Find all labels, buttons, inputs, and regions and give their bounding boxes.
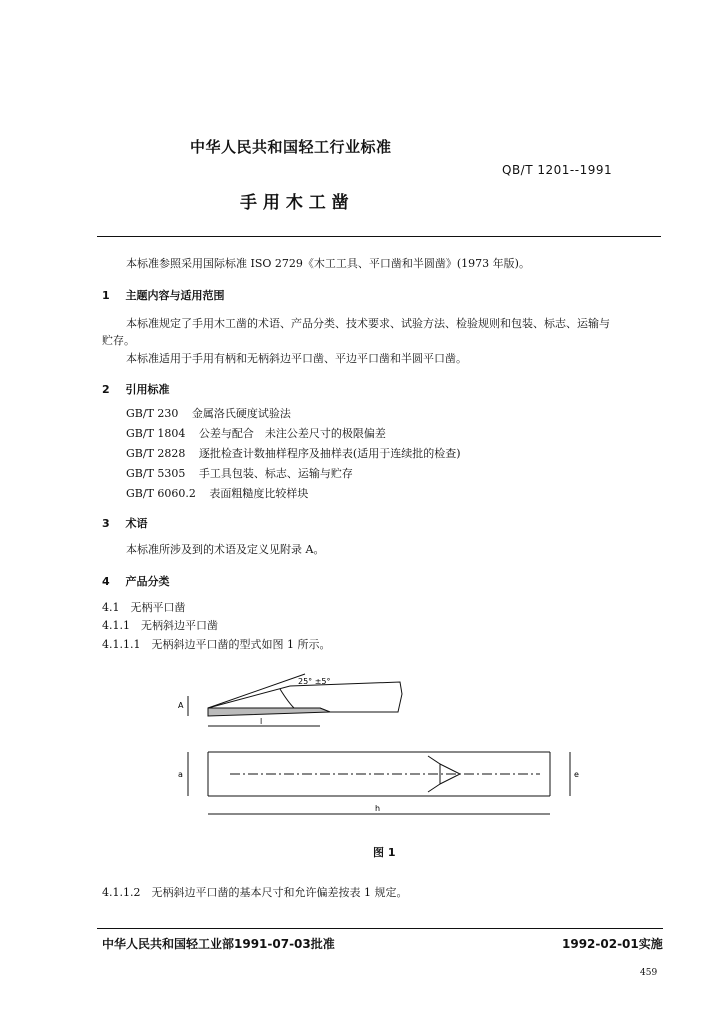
figure-1-drawing bbox=[170, 664, 590, 836]
reference-item bbox=[126, 484, 461, 504]
reference-name: 公差与配合 未注公差尺寸的极限偏差 bbox=[198, 427, 386, 440]
clause-4-1: 4.1 无柄平口凿 bbox=[102, 601, 186, 614]
reference-code: GB/T 5305 bbox=[126, 467, 186, 480]
section-4-title: 产品分类 bbox=[125, 575, 170, 588]
section-4-number: 4 bbox=[102, 575, 110, 588]
reference-item bbox=[126, 444, 461, 464]
angle-arc bbox=[280, 689, 294, 708]
reference-code: GB/T 1804 bbox=[126, 427, 186, 440]
clause-4-1-1-2: 4.1.1.2 无柄斜边平口凿的基本尺寸和允许偏差按表 1 规定。 bbox=[102, 886, 408, 899]
section-4-heading bbox=[102, 573, 170, 589]
bevel-angle-line bbox=[208, 674, 305, 708]
reference-name: 手工具包装、标志、运输与贮存 bbox=[198, 467, 353, 480]
footer-rule bbox=[97, 928, 663, 929]
reference-name: 表面粗糙度比较样块 bbox=[209, 487, 309, 500]
implementation-date: 1992-02-01实施 bbox=[562, 937, 663, 951]
dimension-A-label: A bbox=[178, 701, 184, 710]
section-1-number: 1 bbox=[102, 289, 110, 302]
dimension-h-label: h bbox=[375, 804, 381, 813]
section-2-number: 2 bbox=[102, 383, 110, 396]
chisel-blade-hatch bbox=[208, 708, 330, 716]
dimension-l-label: l bbox=[260, 717, 263, 726]
reference-item bbox=[126, 424, 461, 444]
reference-code: GB/T 6060.2 bbox=[126, 487, 196, 500]
clause-4-1-1: 4.1.1 无柄斜边平口凿 bbox=[102, 619, 218, 632]
org-title: 中华人民共和国轻工行业标准 bbox=[190, 138, 392, 156]
section-3-title: 术语 bbox=[125, 517, 148, 530]
angle-label: 25° ±5° bbox=[298, 677, 331, 686]
figure-1-caption: 图 1 bbox=[373, 846, 396, 859]
document-title: 手 用 木 工 凿 bbox=[240, 193, 349, 213]
reference-list bbox=[126, 404, 461, 504]
section-1-para-1b: 贮存。 bbox=[102, 334, 135, 347]
standard-number: QB/T 1201--1991 bbox=[502, 163, 613, 177]
reference-code: GB/T 230 bbox=[126, 407, 179, 420]
section-1-heading bbox=[102, 287, 225, 303]
intro-paragraph: 本标准参照采用国际标准 ISO 2729《木工工具、平口凿和半圆凿》(1973 年版)。 bbox=[126, 257, 530, 270]
page-number: 459 bbox=[640, 968, 658, 978]
section-1-title: 主题内容与适用范围 bbox=[125, 289, 225, 302]
section-3-para: 本标准所涉及到的术语及定义见附录 A。 bbox=[126, 543, 325, 556]
section-2-heading bbox=[102, 381, 170, 397]
reference-name: 逐批检查计数抽样程序及抽样表(适用于连续批的检查) bbox=[198, 447, 461, 460]
reference-item bbox=[126, 464, 461, 484]
section-2-title: 引用标准 bbox=[125, 383, 170, 396]
section-1-para-2: 本标准适用于手用有柄和无柄斜边平口凿、平边平口凿和半圆平口凿。 bbox=[126, 352, 467, 365]
reference-code: GB/T 2828 bbox=[126, 447, 186, 460]
clause-4-1-1-1: 4.1.1.1 无柄斜边平口凿的型式如图 1 所示。 bbox=[102, 638, 331, 651]
dimension-e-label: e bbox=[574, 770, 579, 779]
approval-line: 中华人民共和国轻工业部1991-07-03批准 bbox=[102, 937, 335, 951]
section-3-number: 3 bbox=[102, 517, 110, 530]
reference-item bbox=[126, 404, 461, 424]
section-1-para-1a: 本标准规定了手用木工凿的术语、产品分类、技术要求、试验方法、检验规则和包装、标志、运输与 bbox=[126, 317, 610, 330]
dimension-a-label: a bbox=[178, 770, 183, 779]
header-rule bbox=[97, 236, 661, 237]
reference-name: 金属洛氏硬度试验法 bbox=[191, 407, 291, 420]
section-3-heading bbox=[102, 515, 148, 531]
